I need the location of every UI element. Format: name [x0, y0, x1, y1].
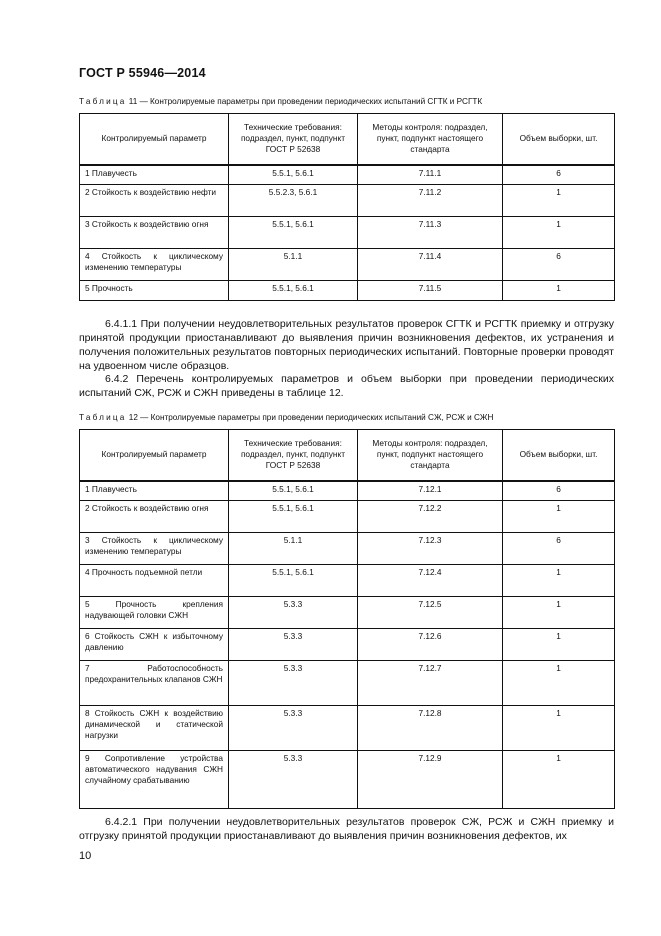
param-cell: 5 Прочность крепления надувающей головки СЖН	[80, 597, 229, 629]
req-cell: 5.1.1	[229, 533, 358, 565]
param-cell: 6 Стойкость СЖН к избыточному давлению	[80, 629, 229, 661]
sample-cell: 1	[503, 706, 615, 751]
column-header: Технические требования: подраздел, пункт, подпункт ГОСТ Р 52638	[229, 430, 358, 481]
paragraph-6-4-2	[79, 372, 614, 400]
caption-text: 12 — Контролируемые параметры при проведении периодических испытаний СЖ, РСЖ и СЖН	[126, 413, 494, 422]
column-header: Контролируемый параметр	[80, 114, 229, 165]
sample-cell: 1	[503, 281, 615, 301]
sample-cell: 1	[503, 597, 615, 629]
column-header: Методы контроля: подраздел, пункт, подпункт настоящего стандарта	[358, 114, 503, 165]
param-cell: 2 Стойкость к воздействию огня	[80, 501, 229, 533]
sample-cell: 1	[503, 751, 615, 809]
req-cell: 5.5.1, 5.6.1	[229, 281, 358, 301]
table-header-row	[80, 430, 615, 481]
table-11	[79, 113, 615, 301]
req-cell: 5.5.1, 5.6.1	[229, 565, 358, 597]
table-row	[80, 629, 615, 661]
req-cell: 5.5.1, 5.6.1	[229, 165, 358, 185]
req-cell: 5.1.1	[229, 249, 358, 281]
caption-text: 11 — Контролируемые параметры при проведении периодических испытаний СГТК и РСГТК	[126, 97, 483, 106]
param-cell: 1 Плавучесть	[80, 481, 229, 501]
table-row	[80, 751, 615, 809]
method-cell: 7.12.4	[358, 565, 503, 597]
table-row	[80, 249, 615, 281]
column-header: Технические требования: подраздел, пункт, подпункт ГОСТ Р 52638	[229, 114, 358, 165]
req-cell: 5.5.2.3, 5.6.1	[229, 185, 358, 217]
sample-cell: 1	[503, 185, 615, 217]
table-12	[79, 429, 615, 809]
method-cell: 7.12.1	[358, 481, 503, 501]
method-cell: 7.11.1	[358, 165, 503, 185]
table-row	[80, 165, 615, 185]
param-cell: 5 Прочность	[80, 281, 229, 301]
method-cell: 7.12.6	[358, 629, 503, 661]
paragraph-text: 6.4.2.1 При получении неудовлетворительных результатов проверок СЖ, РСЖ и СЖН приемку и отгрузку принятой продукции приостанавливают до выявления причин возникновения дефектов, их	[79, 816, 614, 842]
table-header-row	[80, 114, 615, 165]
column-header: Объем выборки, шт.	[503, 114, 615, 165]
column-header: Методы контроля: подраздел, пункт, подпункт настоящего стандарта	[358, 430, 503, 481]
column-header: Контролируемый параметр	[80, 430, 229, 481]
caption-label: Таблица	[79, 97, 127, 106]
table-row	[80, 481, 615, 501]
table-row	[80, 533, 615, 565]
req-cell: 5.3.3	[229, 597, 358, 629]
param-cell: 8 Стойкость СЖН к воздействию динамической и статической нагрузки	[80, 706, 229, 751]
param-cell: 4 Прочность подъемной петли	[80, 565, 229, 597]
method-cell: 7.12.8	[358, 706, 503, 751]
sample-cell: 1	[503, 501, 615, 533]
param-cell: 1 Плавучесть	[80, 165, 229, 185]
param-cell: 3 Стойкость к воздействию огня	[80, 217, 229, 249]
method-cell: 7.12.2	[358, 501, 503, 533]
paragraph-6-4-1-1	[79, 317, 614, 373]
method-cell: 7.11.5	[358, 281, 503, 301]
table-12-caption	[79, 413, 493, 422]
sample-cell: 1	[503, 217, 615, 249]
sample-cell: 1	[503, 661, 615, 706]
req-cell: 5.5.1, 5.6.1	[229, 501, 358, 533]
method-cell: 7.11.4	[358, 249, 503, 281]
table-row	[80, 217, 615, 249]
table-row	[80, 281, 615, 301]
method-cell: 7.11.3	[358, 217, 503, 249]
method-cell: 7.12.7	[358, 661, 503, 706]
method-cell: 7.12.9	[358, 751, 503, 809]
table-11-caption	[79, 97, 482, 106]
paragraph-6-4-2-1	[79, 815, 614, 843]
page-number: 10	[79, 850, 92, 862]
caption-label: Таблица	[79, 413, 127, 422]
req-cell: 5.3.3	[229, 706, 358, 751]
sample-cell: 6	[503, 249, 615, 281]
paragraph-text: 6.4.2 Перечень контролируемых параметров и объем выборки при проведении периодических испытаний СЖ, РСЖ и СЖН приведены в таблице 12.	[79, 373, 614, 399]
method-cell: 7.12.3	[358, 533, 503, 565]
param-cell: 7 Работоспособность предохранительных клапанов СЖН	[80, 661, 229, 706]
req-cell: 5.3.3	[229, 661, 358, 706]
req-cell: 5.3.3	[229, 751, 358, 809]
sample-cell: 1	[503, 565, 615, 597]
column-header: Объем выборки, шт.	[503, 430, 615, 481]
param-cell: 4 Стойкость к циклическому изменению температуры	[80, 249, 229, 281]
sample-cell: 6	[503, 533, 615, 565]
table-row	[80, 597, 615, 629]
paragraph-text: 6.4.1.1 При получении неудовлетворительных результатов проверок СГТК и РСГТК приемку и отгрузку принятой продукции приостанавливают до выявления причин возникновения дефектов, их устранения и получения положительных результатов повторных периодических испытаний. Повторные проверки проводят на удвоенном числе образцов.	[79, 318, 614, 372]
sample-cell: 6	[503, 481, 615, 501]
table-row	[80, 565, 615, 597]
req-cell: 5.3.3	[229, 629, 358, 661]
sample-cell: 6	[503, 165, 615, 185]
param-cell: 3 Стойкость к циклическому изменению температуры	[80, 533, 229, 565]
sample-cell: 1	[503, 629, 615, 661]
param-cell: 9 Сопротивление устройства автоматического надувания СЖН случайному срабатыванию	[80, 751, 229, 809]
req-cell: 5.5.1, 5.6.1	[229, 217, 358, 249]
method-cell: 7.11.2	[358, 185, 503, 217]
param-cell: 2 Стойкость к воздействию нефти	[80, 185, 229, 217]
table-row	[80, 706, 615, 751]
req-cell: 5.5.1, 5.6.1	[229, 481, 358, 501]
document-code: ГОСТ Р 55946—2014	[79, 66, 206, 80]
table-row	[80, 501, 615, 533]
table-row	[80, 185, 615, 217]
method-cell: 7.12.5	[358, 597, 503, 629]
table-row	[80, 661, 615, 706]
